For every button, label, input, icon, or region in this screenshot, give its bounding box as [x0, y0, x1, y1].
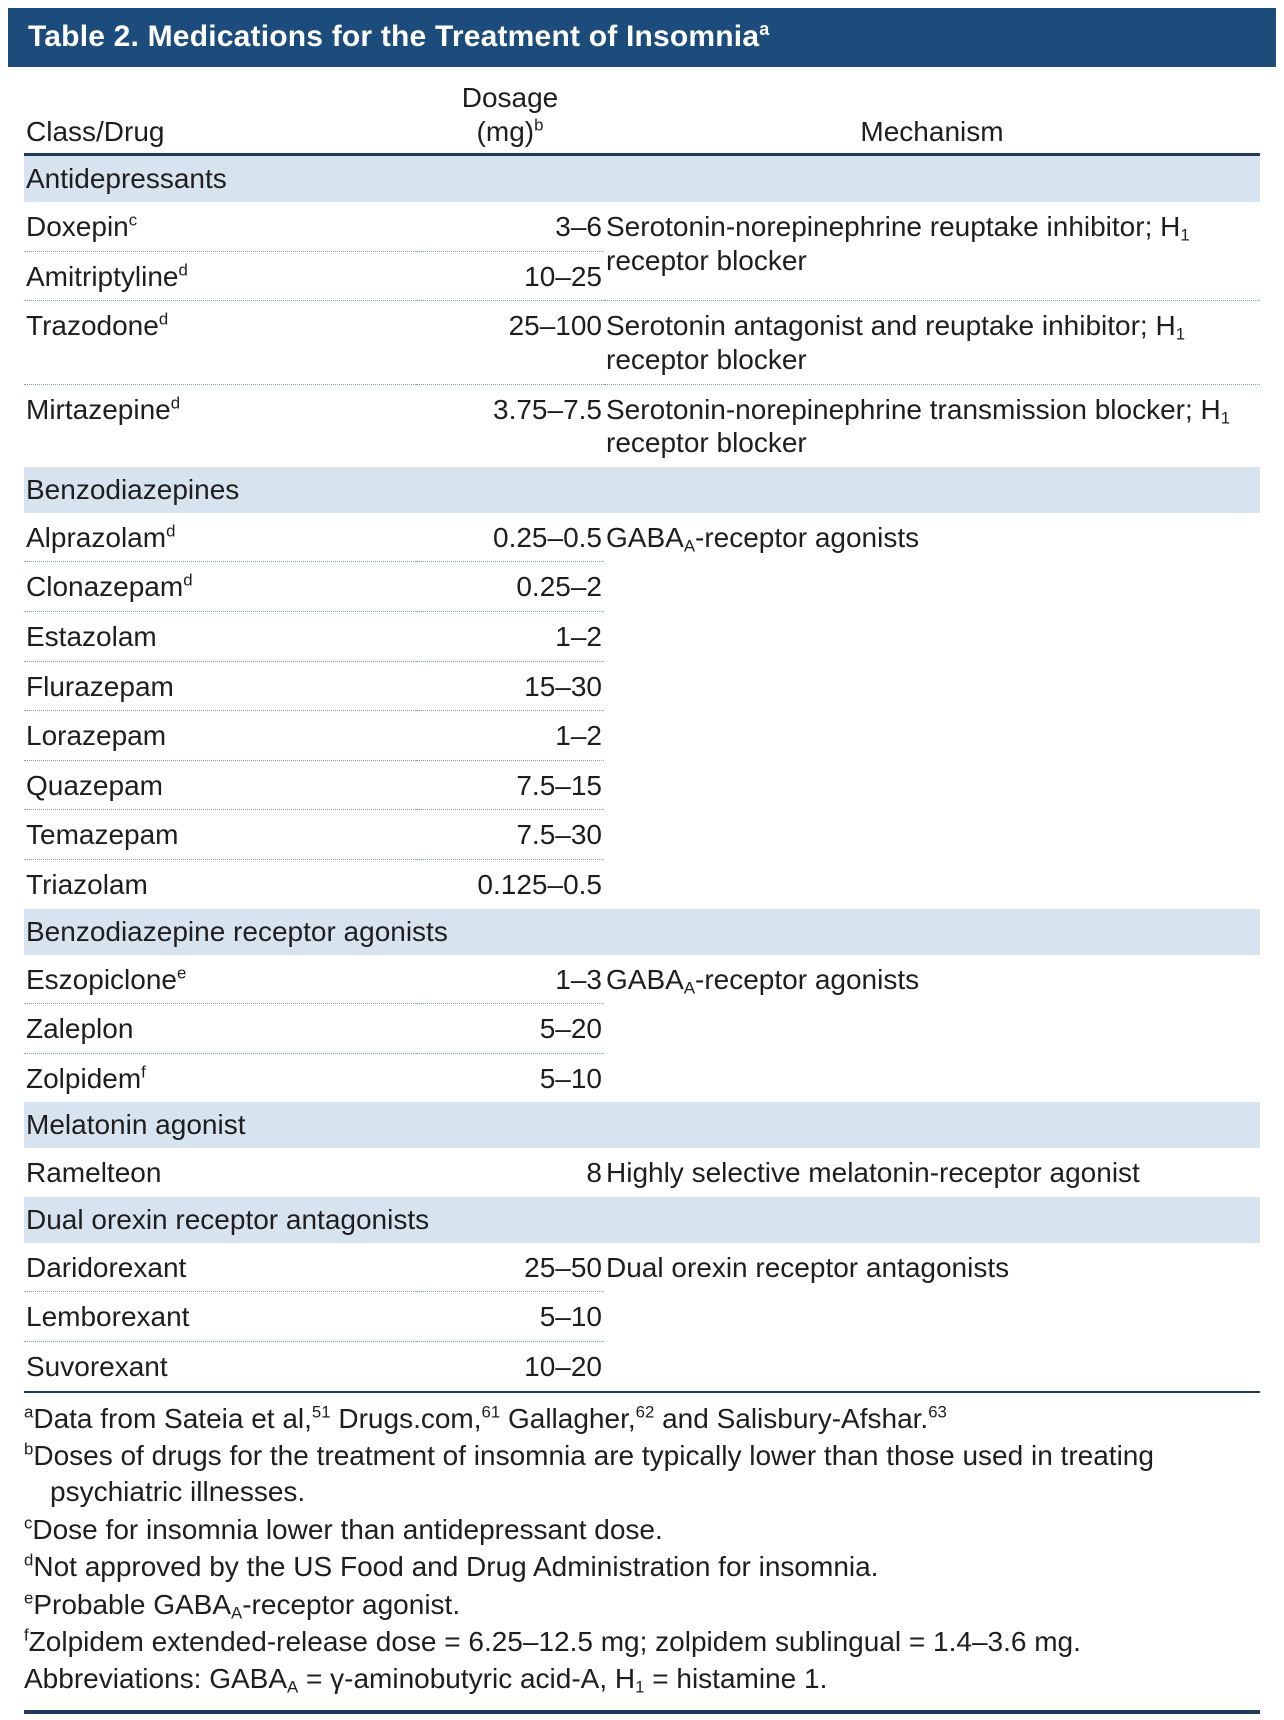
- dose-cell: 1–3: [555, 963, 602, 995]
- footnote-item: $^a$Data from Sateia et al,$^{51}$ Drugs.com,$^{61}$ Gallagher,$^{62}$ and Salisbury-Afshar.$^{63}$: [24, 1402, 947, 1434]
- footnote-item: $^d$Not approved by the US Food and Drug Administration for insomnia.: [24, 1550, 879, 1583]
- drug-cell: Estazolam: [24, 611, 416, 661]
- column-header-class-drug: Class/Drug: [24, 67, 416, 155]
- dose-cell: 10–25: [416, 251, 604, 301]
- section-header-row: [24, 1102, 1260, 1148]
- dose-cell: 0.125–0.5: [416, 859, 604, 908]
- table-row: [24, 301, 1260, 384]
- section-header-label: Melatonin agonist: [24, 1102, 1260, 1148]
- drug-cell: Trazodone$^d$: [24, 301, 416, 384]
- dose-cell: 15–30: [416, 661, 604, 711]
- table-header: [24, 67, 1260, 155]
- dose-cell: 5–20: [416, 1004, 604, 1054]
- footnotes: [24, 1391, 1260, 1698]
- table-row: [24, 202, 1260, 251]
- section-header-label: Benzodiazepines: [24, 467, 1260, 513]
- footnote-item: $^c$Dose for insomnia lower than antidepressant dose.: [24, 1513, 663, 1545]
- drug-cell: Alprazolam$^d$: [26, 521, 176, 553]
- table-row: [24, 513, 1260, 562]
- dose-cell: 0.25–0.5: [493, 521, 602, 553]
- drug-cell: Clonazepam$^d$: [24, 562, 416, 612]
- drug-cell: Doxepin$^c$: [26, 210, 138, 243]
- dosage-header-line2: (mg)$^b$: [476, 115, 544, 147]
- footnote-item: $^b$Doses of drugs for the treatment of insomnia are typically lower than those used in treating psychiatric illnesses.: [24, 1439, 1154, 1508]
- mechanism-cell: $GABA_A$-receptor agonists: [606, 963, 920, 998]
- dose-cell: 0.25–2: [416, 562, 604, 612]
- table-title-bar: [8, 8, 1276, 67]
- column-header-dosage: [416, 67, 604, 155]
- drug-cell: Temazepam: [24, 810, 416, 860]
- drug-cell: Flurazepam: [24, 661, 416, 711]
- dose-cell: 1–2: [416, 711, 604, 761]
- drug-cell: Suvorexant: [24, 1342, 416, 1391]
- table-row: [24, 1148, 1260, 1197]
- bottom-rule: [24, 1710, 1260, 1720]
- section-header-row: [24, 909, 1260, 955]
- drug-cell: Quazepam: [24, 760, 416, 810]
- drug-cell: Eszopiclone$^e$: [26, 963, 187, 995]
- dosage-header-line1: Dosage: [461, 82, 559, 113]
- dose-cell: 7.5–15: [416, 760, 604, 810]
- mechanism-cell: $GABA_A$-receptor agonists: [606, 521, 920, 556]
- medications-table: [24, 67, 1260, 1391]
- footnote-item: $^f$Zolpidem extended-release dose = 6.25–12.5 mg; zolpidem sublingual = 1.4–3.6 mg.: [24, 1625, 1081, 1657]
- drug-cell: Zolpidem$^f$: [24, 1053, 416, 1102]
- dose-cell: 3.75–7.5: [416, 384, 604, 467]
- footnote-item: Abbreviations: $GABA_A$ = γ-aminobutyric acid-A, $H_1$ = histamine 1.: [24, 1663, 828, 1698]
- table-body: [24, 155, 1260, 1391]
- drug-cell: Lemborexant: [24, 1292, 416, 1342]
- drug-cell: Lorazepam: [24, 711, 416, 761]
- mechanism-cell: Dual orexin receptor antagonists: [606, 1251, 1010, 1283]
- dose-cell: 1–2: [416, 611, 604, 661]
- dose-cell: 10–20: [416, 1342, 604, 1391]
- drug-cell: Mirtazepine$^d$: [24, 384, 416, 467]
- drug-cell: Daridorexant: [26, 1251, 187, 1283]
- mechanism-cell: Serotonin-norepinephrine reuptake inhibitor; $H_1$ receptor blocker: [606, 211, 1190, 276]
- dose-cell: 5–10: [416, 1292, 604, 1342]
- dose-cell: 25–100: [416, 301, 604, 384]
- section-header-label: Antidepressants: [24, 155, 1260, 203]
- column-header-row: [24, 67, 1260, 155]
- table-row: [24, 384, 1260, 467]
- drug-cell: Ramelteon: [26, 1157, 162, 1189]
- section-header-row: [24, 155, 1260, 203]
- dose-cell: 5–10: [416, 1053, 604, 1102]
- table-row: [24, 955, 1260, 1004]
- dose-cell: 25–50: [524, 1251, 602, 1283]
- drug-cell: Triazolam: [24, 859, 416, 908]
- footnote-item: $^e$Probable $GABA_A$-receptor agonist.: [24, 1588, 461, 1623]
- column-header-mechanism: Mechanism: [604, 67, 1260, 155]
- dose-cell: 3–6: [555, 211, 602, 243]
- mechanism-cell: Highly selective melatonin-receptor agonist: [606, 1157, 1140, 1189]
- table-title: Table 2. Medications for the Treatment of Insomnia$^a$: [28, 19, 770, 53]
- section-header-row: [24, 1197, 1260, 1243]
- table-row: [24, 1243, 1260, 1292]
- dose-cell: 8: [586, 1157, 602, 1189]
- drug-cell: Amitriptyline$^d$: [24, 251, 416, 301]
- mechanism-cell: Serotonin-norepinephrine transmission blocker; $H_1$ receptor blocker: [604, 384, 1260, 467]
- section-header-row: [24, 467, 1260, 513]
- section-header-label: Benzodiazepine receptor agonists: [24, 909, 1260, 955]
- drug-cell: Zaleplon: [24, 1004, 416, 1054]
- section-header-label: Dual orexin receptor antagonists: [24, 1197, 1260, 1243]
- table-content: [24, 67, 1260, 1720]
- dose-cell: 7.5–30: [416, 810, 604, 860]
- mechanism-cell: Serotonin antagonist and reuptake inhibitor; $H_1$ receptor blocker: [604, 301, 1260, 384]
